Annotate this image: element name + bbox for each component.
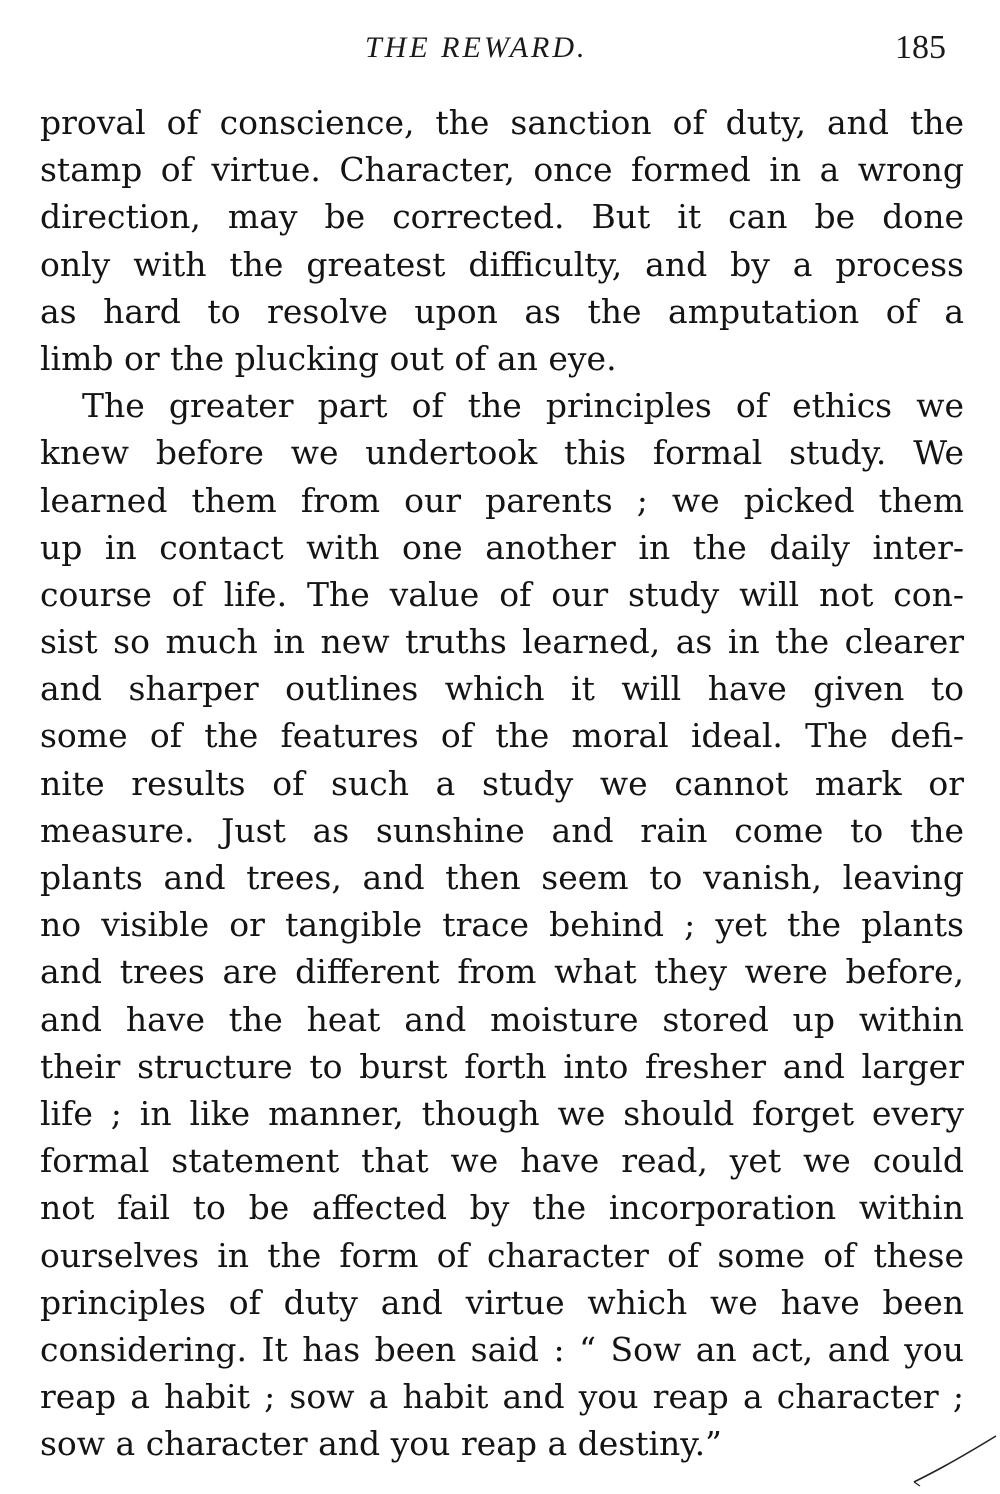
text-line: not fail to be affected by the incorporation within xyxy=(40,1188,964,1228)
running-head xyxy=(0,30,1000,70)
text-line: sist so much in new truths learned, as in the clearer xyxy=(40,622,964,662)
text-line: sow a character and you reap a destiny.” xyxy=(40,1424,722,1464)
text-line: The greater part of the principles of ethics we xyxy=(82,386,964,426)
text-line: and have the heat and moisture stored up within xyxy=(40,999,964,1039)
text-line: some of the features of the moral ideal. The defi- xyxy=(40,716,964,756)
text-line: limb or the plucking out of an eye. xyxy=(40,338,617,378)
text-line: learned them from our parents ; we picked them xyxy=(40,480,964,520)
running-title: THE REWARD. xyxy=(365,31,588,64)
text-line: and sharper outlines which it will have given to xyxy=(40,669,964,709)
text-line: life ; in like manner, though we should forget every xyxy=(40,1093,964,1133)
text-line: formal statement that we have read, yet we could xyxy=(40,1141,964,1181)
text-line: nite results of such a study we cannot mark or xyxy=(40,763,964,803)
text-line: stamp of virtue. Character, once formed in a wrong xyxy=(40,150,964,190)
text-line: only with the greatest difficulty, and by a process xyxy=(40,244,964,284)
paragraph-1 xyxy=(40,99,964,382)
text-line: course of life. The value of our study will not con- xyxy=(40,574,964,614)
text-line: principles of duty and virtue which we have been xyxy=(40,1282,964,1322)
text-line: plants and trees, and then seem to vanish, leaving xyxy=(40,858,964,897)
text-line: no visible or tangible trace behind ; yet the plants xyxy=(40,905,964,945)
text-line: their structure to burst forth into fresher and larger xyxy=(40,1046,964,1086)
text-line: and trees are different from what they were before, xyxy=(40,952,964,992)
text-line: reap a habit ; sow a habit and you reap a character ; xyxy=(40,1377,964,1417)
body-text xyxy=(40,99,964,1467)
text-line: as hard to resolve upon as the amputation of a xyxy=(40,291,964,331)
text-line: direction, may be corrected. But it can be done xyxy=(40,197,964,237)
text-line: knew before we undertook this formal study. We xyxy=(40,433,964,473)
page-number: 185 xyxy=(895,29,946,66)
pen-stroke-mark xyxy=(910,1430,1000,1490)
text-line: measure. Just as sunshine and rain come to the xyxy=(40,810,964,850)
text-line: up in contact with one another in the daily inter- xyxy=(40,527,964,567)
paragraph-2 xyxy=(40,382,964,1467)
text-line: ourselves in the form of character of some of these xyxy=(40,1235,964,1275)
text-line: proval of conscience, the sanction of duty, and the xyxy=(40,103,964,142)
text-line: considering. It has been said : “ Sow an act, and you xyxy=(40,1329,964,1369)
